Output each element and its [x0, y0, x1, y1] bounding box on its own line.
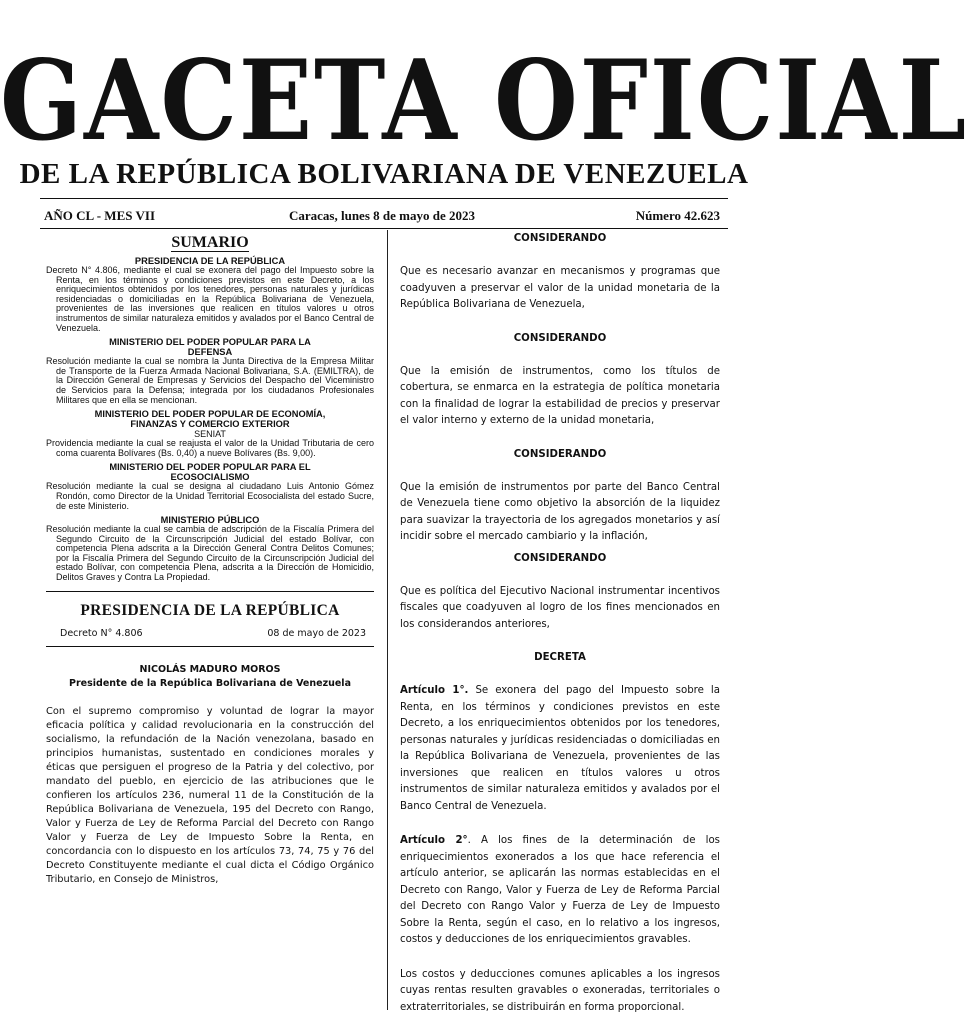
considerando-text: Que la emisión de instrumentos por parte del Banco Central de Venezuela tiene como objetivo la absorción de la liquidez para suavizar la trayectoria de los agregados monetarios y así incidir sobre el mercado cambiario y la inflación, — [400, 481, 720, 542]
sumario-ministry: PRESIDENCIA DE LA REPÚBLICA — [134, 256, 286, 266]
article-1-text: Se exonera del pago del Impuesto sobre la Renta, en los términos y condiciones previstos en este Decreto, a los enriquecimientos obtenidos por los tenedores, personas naturales y jurídicas residenciadas o domiciliadas en la República Bolivariana de Venezuela, provenientes de las inversiones que realicen en títulos valores u otros instrumentos de similar naturaleza emitidos y avalados por el Banco Central de Venezuela. — [400, 685, 720, 812]
year-month: AÑO CL - MES VII — [44, 208, 156, 223]
issue-number: Número 42.623 — [635, 208, 720, 223]
decree-number: Decreto N° 4.806 — [60, 627, 143, 639]
sumario-entry — [46, 409, 374, 458]
president-title: Presidente de la República Bolivariana de Venezuela — [69, 677, 351, 689]
considerando-text: Que es política del Ejecutivo Nacional instrumentar incentivos fiscales que coadyuven al logro de los fines mencionados en los considerandos anteriores, — [400, 585, 720, 630]
sumario-ministry: MINISTERIO DEL PODER POPULAR PARA EL ECOSOCIALISMO — [109, 462, 311, 483]
header-bottom-rule — [40, 228, 728, 229]
gazette-title: GACETA OFICIAL — [0, 35, 968, 166]
considerando-heading: CONSIDERANDO — [513, 448, 607, 460]
sumario-entry — [46, 515, 374, 583]
left-column — [46, 232, 374, 1012]
final-paragraph: Los costos y deducciones comunes aplicables a los ingresos cuyas rentas resulten gravables o exoneradas, territoriales o extraterritoriales, se distribuirán en forma proporcional. — [400, 968, 720, 1013]
considerando-heading: CONSIDERANDO — [513, 233, 607, 244]
issue-info-bar — [44, 208, 720, 226]
sumario-subtitle: SENIAT — [194, 429, 226, 440]
sumario-ministry: MINISTERIO DEL PODER POPULAR DE ECONOMÍA, FINANZAS Y COMERCIO EXTERIOR — [94, 409, 326, 430]
considerando-text: Que es necesario avanzar en mecanismos y programas que coadyuven a preservar el valor de la unidad monetaria de la República Bolivariana de Venezuela, — [400, 266, 720, 310]
sumario-text: Resolución mediante la cual se nombra la Junta Directiva de la Empresa Militar de Transporte de la Fuerza Armada Nacional Bolivariana, S.A. (EMILTRA), de la Dirección General de Empresas y Servicios del Despacho del Viceministro de Servicios para la Defensa; integrada por los ciudadanos Profesionales Militares que en ella se mencionan. — [46, 356, 374, 405]
sumario-text: Decreto N° 4.806, mediante el cual se exonera del pago del Impuesto sobre la Renta, en los términos y condiciones previstos en este Decreto, a los enriquecimientos obtenidos por los tenedores, personas naturales y jurídicas residenciadas o domiciliadas en la República Bolivariana de Venezuela, provenientes de las inversiones que realicen en títulos valores u otros instrumentos de similar naturaleza emitidos y avalados por el Banco Central de Venezuela. — [46, 265, 374, 333]
considerando-heading: CONSIDERANDO — [513, 332, 607, 344]
article-2-text: . A los fines de la determinación de los enriquecimientos exonerados a los que hace referencia el artículo anterior, se aplicarán las normas establecidas en el Decreto con Rango, Valor y Fuerza de Ley de Reforma Parcial del Decreto con Rango Valor y Fuerza de Ley de Impuesto Sobre la Renta, según el caso, en lo relativo a los ingresos, costos y deducciones de los enriquecimientos gravables. — [400, 835, 720, 945]
gazette-subtitle: DE LA REPÚBLICA BOLIVARIANA DE VENEZUELA — [19, 158, 749, 190]
decree-intro: Con el supremo compromiso y voluntad de lograr la mayor eficacia política y calidad revolucionaria en la construcción del socialismo, la refundación de la Nación venezolana, basado en principios humanistas, sustentado en condiciones morales y éticas que persiguen el progreso de la Patria y del colectivo, por mandato del pueblo, en ejercicio de las atribuciones que le confieren los artículos 236, numeral 11 de la Constitución de la República Bolivariana de Venezuela, 195 del Decreto con Rango, Valor y Fuerza de Ley de Reforma Parcial del Decreto con Rango Valor y Fuerza de Ley de Impuesto Sobre la Renta, en concordancia con lo dispuesto en los artículos 73, 74, 75 y 76 del Decreto Constituyente mediante el cual dicta el Código Orgánico Tributario, en Consejo de Ministros, — [46, 705, 374, 885]
section-rule — [46, 591, 374, 592]
decree-rule — [46, 646, 374, 647]
article-1 — [400, 683, 720, 815]
presidencia-title: PRESIDENCIA DE LA REPÚBLICA — [80, 601, 340, 619]
sumario-text: Resolución mediante la cual se cambia de adscripción de la Fiscalía Primera del Segundo Circuito de la Circunscripción Judicial del estado Bolívar, con competencia Plena adscrita a la Dirección General Contra Delitos Comunes; por la Fiscalía Primera del Segundo Circuito de la Circunscripción Judicial del estado Bolívar, con competencia Plena, adscrita a la Dirección de Homicidio, Delitos Graves y Contra La Propiedad. — [46, 524, 374, 583]
article-2-label: Artículo 2° — [400, 835, 468, 846]
decreta-heading: DECRETA — [534, 652, 586, 663]
president-name: NICOLÁS MADURO MOROS — [139, 663, 281, 675]
sumario-ministry: MINISTERIO DEL PODER POPULAR PARA LA DEFENSA — [109, 337, 311, 358]
issue-date: Caracas, lunes 8 de mayo de 2023 — [289, 208, 475, 223]
right-column — [400, 232, 720, 1012]
sumario-entry — [46, 337, 374, 405]
masthead — [0, 35, 968, 166]
sumario-ministry: MINISTERIO PÚBLICO — [160, 515, 260, 526]
sumario-entry — [46, 462, 374, 511]
article-1-label: Artículo 1°. — [400, 685, 469, 696]
sumario-text: Resolución mediante la cual se designa al ciudadano Luis Antonio Gómez Rondón, como Director de la Unidad Territorial Ecosocialista del estado Sucre, de este Ministerio. — [46, 481, 374, 511]
column-divider — [387, 230, 388, 1010]
sumario-title: SUMARIO — [171, 234, 249, 251]
decree-date: 08 de mayo de 2023 — [267, 627, 366, 639]
considerando-heading: CONSIDERANDO — [513, 552, 607, 564]
header-top-rule — [40, 198, 728, 199]
sumario-entry — [46, 256, 374, 333]
article-2 — [400, 833, 720, 949]
considerando-text: Que la emisión de instrumentos, como los títulos de cobertura, se enmarca en la estrategia de política monetaria con la finalidad de lograr la estabilidad de precios y preservar el valor interno y externo de la unidad monetaria, — [400, 365, 720, 426]
sumario-text: Providencia mediante la cual se reajusta el valor de la Unidad Tributaria de cero coma cuarenta Bolívares (Bs. 0,40) a nueve Bolívares (Bs. 9,00). — [46, 438, 374, 458]
decree-header — [46, 626, 374, 642]
